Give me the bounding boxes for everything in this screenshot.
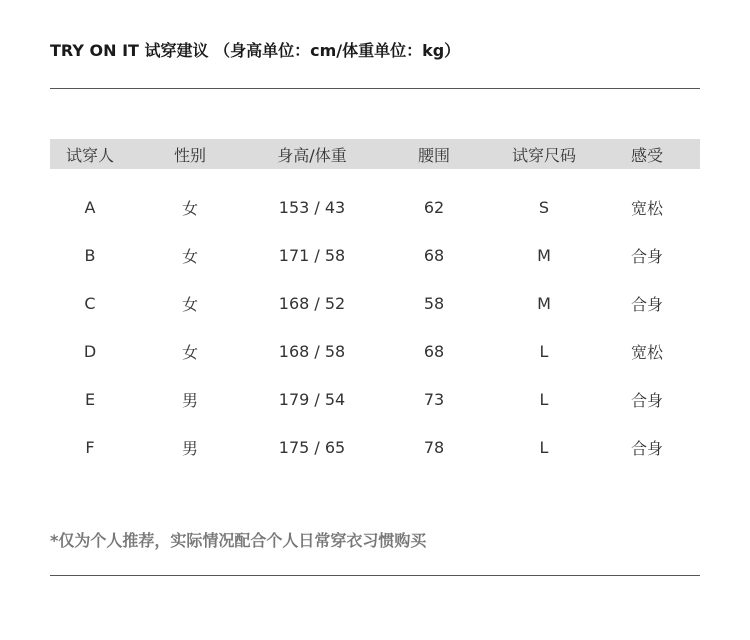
disclaimer-note: *仅为个人推荐，实际情况配合个人日常穿衣习惯购买 [50,531,427,550]
table-row [50,231,700,279]
cell-fit: 合身 [630,294,663,314]
cell-fit: 宽松 [630,198,663,218]
table-row [50,279,700,327]
cell-height-weight: 175 / 65 [278,437,346,457]
cell-gender: 女 [181,294,198,314]
table-row [50,183,700,231]
cell-gender: 女 [181,342,198,362]
cell-fit: 合身 [630,438,663,458]
cell-height-weight: 168 / 58 [278,341,346,361]
table-row [50,375,700,423]
cell-height-weight: 179 / 54 [278,389,346,409]
header-height-weight: 身高/体重 [277,145,347,165]
cell-height-weight: 153 / 43 [278,197,346,217]
cell-waist: 62 [423,197,445,217]
size-table [50,139,700,471]
page-title: TRY ON IT 试穿建议 （身高单位：cm/体重单位：kg） [50,41,461,60]
cell-size: L [539,437,549,457]
cell-size: L [539,389,549,409]
header-fit: 感受 [630,145,663,165]
cell-waist: 58 [423,293,445,313]
cell-fit: 合身 [630,246,663,266]
bottom-divider [50,575,700,576]
cell-tester: D [83,341,97,361]
cell-tester: F [85,437,95,457]
table-body [50,183,700,471]
cell-gender: 男 [181,438,198,458]
cell-tester: C [84,293,96,313]
cell-tester: A [84,197,96,217]
cell-fit: 合身 [630,390,663,410]
table-row [50,327,700,375]
cell-waist: 68 [423,341,445,361]
cell-gender: 女 [181,198,198,218]
header-gender: 性别 [173,145,206,165]
cell-waist: 68 [423,245,445,265]
cell-gender: 女 [181,246,198,266]
table-header [50,139,700,169]
cell-size: M [537,293,551,313]
table-row [50,423,700,471]
header-waist: 腰围 [417,145,450,165]
cell-size: S [538,197,550,217]
header-size: 试穿尺码 [511,145,576,165]
cell-waist: 73 [423,389,445,409]
cell-fit: 宽松 [630,342,663,362]
cell-size: L [539,341,549,361]
top-divider [50,88,700,89]
cell-height-weight: 171 / 58 [278,245,346,265]
cell-waist: 78 [423,437,445,457]
cell-size: M [537,245,551,265]
cell-tester: B [84,245,96,265]
cell-gender: 男 [181,390,198,410]
cell-height-weight: 168 / 52 [278,293,346,313]
header-tester: 试穿人 [65,145,114,165]
cell-tester: E [84,389,96,409]
